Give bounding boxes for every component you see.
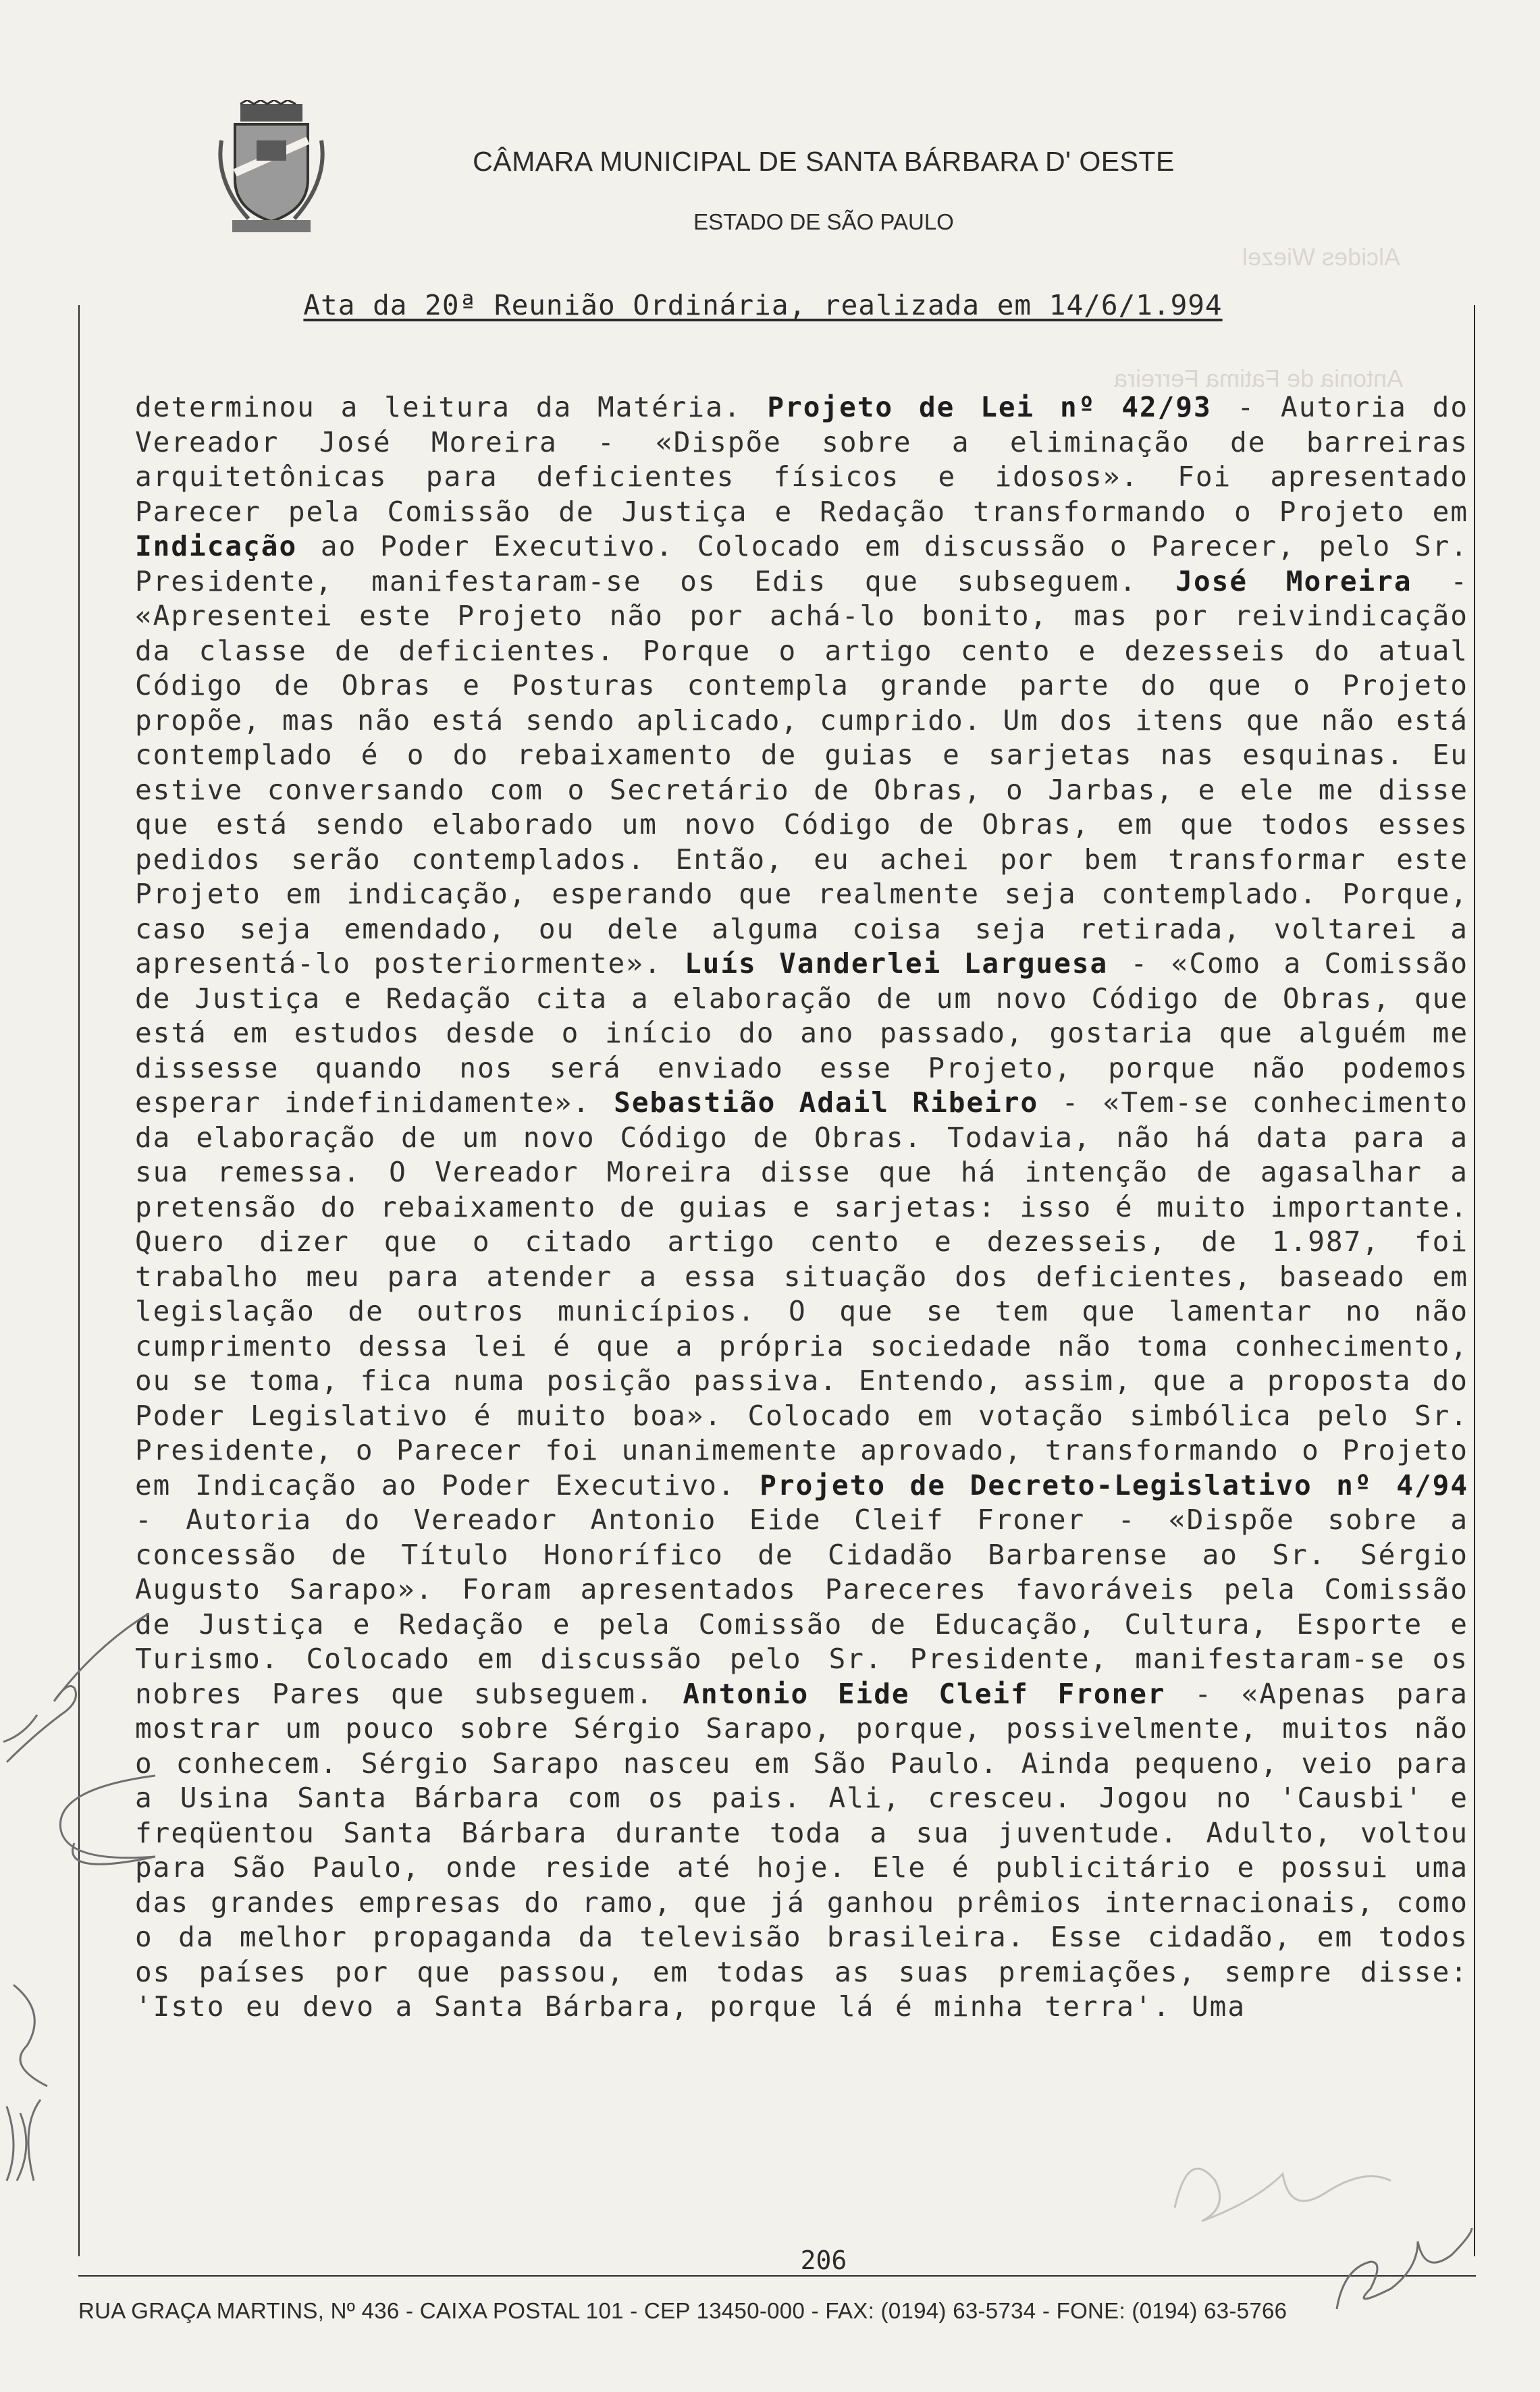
signature-mark [1323,2228,1479,2322]
institution-name: CÂMARA MUNICIPAL DE SANTA BÁRBARA D' OESTE [473,146,1175,177]
body-text-segment: ao Poder Executivo. Colocado em discussão o Parecer, pelo Sr. Presidente, manifestaram-se os Edis que subseguem. [135,530,1468,597]
body-text-segment: - Autoria do Vereador Antonio Eide Cleif Froner - «Dispõe sobre a concessão de Título Honorífico de Cidadão Barbarense ao Sr. Sérgio Augusto Sarapo». Foram apresentados Pareceres favoráveis pela Comissão de Justiça e Redação e pela Comissão de Educação, Cultura, Esporte e Turismo. Colocado em discussão pelo Sr. Presidente, manifestaram-se os nobres Pares que subseguem. [135,1504,1468,1710]
speaker-name: Antonio Eide Cleif Froner [683,1677,1166,1710]
signature-mark [1161,2140,1418,2235]
body-text-segment: - Autoria do Vereador José Moreira - «Dispõe sobre a eliminação de barreiras arquitetônicas para deficientes físicos e idosos». Foi apresentado Parecer pela Comissão de Justiça e Redação transformando o Projeto em [135,391,1468,528]
speaker-name: Luís Vanderlei Larguesa [684,947,1109,980]
page-number: 206 [800,2245,847,2275]
bill-reference: Projeto de Lei nº 42/93 [767,391,1212,423]
footer-divider [78,2275,1476,2277]
bill-reference: Projeto de Decreto-Legislativo nº 4/94 [760,1468,1468,1501]
speech-text: - «Como a Comissão de Justiça e Redação cita a elaboração de um novo Código de Obras, que está em estudos desde o início do ano passado, gostaria que alguém me dissesse quando nos será enviado esse Projeto, porque não podemos esperar indefinidamente». [135,947,1468,1119]
body-text-segment: determinou a leitura da Matéria. [135,391,742,423]
signature-mark [41,1769,162,1890]
show-through-mark: Antonia de Fatima Ferreira [1114,365,1404,392]
left-border-line [78,305,80,2256]
show-through-mark: Alcides Wiezel [1242,243,1401,271]
speaker-name: José Moreira [1175,564,1412,597]
speech-text: - «Apenas para mostrar um pouco sobre Sérgio Sarapo, porque, possivelmente, muitos não o conhecem. Sérgio Sarapo nasceu em São Paulo. Ainda pequeno, veio para a Usina Santa Bárbara com os pais. Ali, cresceu. Jogou no 'Causbi' e freqüentou Santa Bárbara durante toda a sua juventude. Adulto, voltou para São Paulo, onde reside até hoje. Ele é publicitário e possui uma das grandes empresas do ramo, que já ganhou prêmios internacionais, como o da melhor propaganda da televisão brasileira. Esse cidadão, em todos os países por que passou, em todas as suas premiações, sempre disse: 'Isto eu devo a Santa Bárbara, porque lá é minha terra'. Uma [135,1677,1468,2023]
signature-mark [0,1971,101,2187]
speech-text: - «Tem-se conhecimento da elaboração de um novo Código de Obras. Todavia, não há data para a sua remessa. O Vereador Moreira disse que há intenção de agasalhar a pretensão do rebaixamento de guias e sarjetas: isso é muito importante. Quero dizer que o citado artigo cento e dezesseis, de 1.987, foi trabalho meu para atender a essa situação dos deficientes, baseado em legislação de outros municípios. O que se tem que lamentar no não cumprimento dessa lei é que a própria sociedade não toma conhecimento, ou se toma, fica numa posição passiva. Entendo, assim, que a proposta do Poder Legislativo é muito boa». Colocado em votação simbólica pelo Sr. Presidente, o Parecer foi unanimemente aprovado, transformando o Projeto em Indicação ao Poder Executivo. [135,1086,1468,1501]
signature-mark [0,1607,162,1782]
right-border-line [1474,305,1475,2256]
speech-text: - «Apresentei este Projeto não por achá-lo bonito, mas por reivindicação da classe de deficientes. Porque o artigo cento e dezesseis do atual Código de Obras e Posturas contempla grande parte do que o Projeto propõe, mas não está sendo aplicado, cumprido. Um dos itens que não está contemplado é o do rebaixamento de guias e sarjetas nas esquinas. Eu estive conversando com o Secretário de Obras, o Jarbas, e ele me disse que está sendo elaborado um novo Código de Obras, em que todos esses pedidos serão contemplados. Então, eu achei por bem transformar este Projeto em indicação, esperando que realmente seja contemplado. Porque, caso seja emendado, ou dele alguma coisa seja retirada, voltarei a apresentá-lo posteriormente». [135,564,1468,980]
footer-address: RUA GRAÇA MARTINS, Nº 436 - CAIXA POSTAL 101 - CEP 13450-000 - FAX: (0194) 63-5734 - FONE: (0194) 63-5766 [78,2298,1287,2323]
speaker-name: Sebastião Adail Ribeiro [614,1086,1039,1119]
minutes-title: Ata da 20ª Reunião Ordinária, realizada em 14/6/1.994 [303,289,1223,321]
municipal-crest-logo [215,100,328,235]
emphasis-term: Indicação [135,530,298,562]
state-name: ESTADO DE SÃO PAULO [693,209,954,234]
minutes-body [135,390,1468,2173]
